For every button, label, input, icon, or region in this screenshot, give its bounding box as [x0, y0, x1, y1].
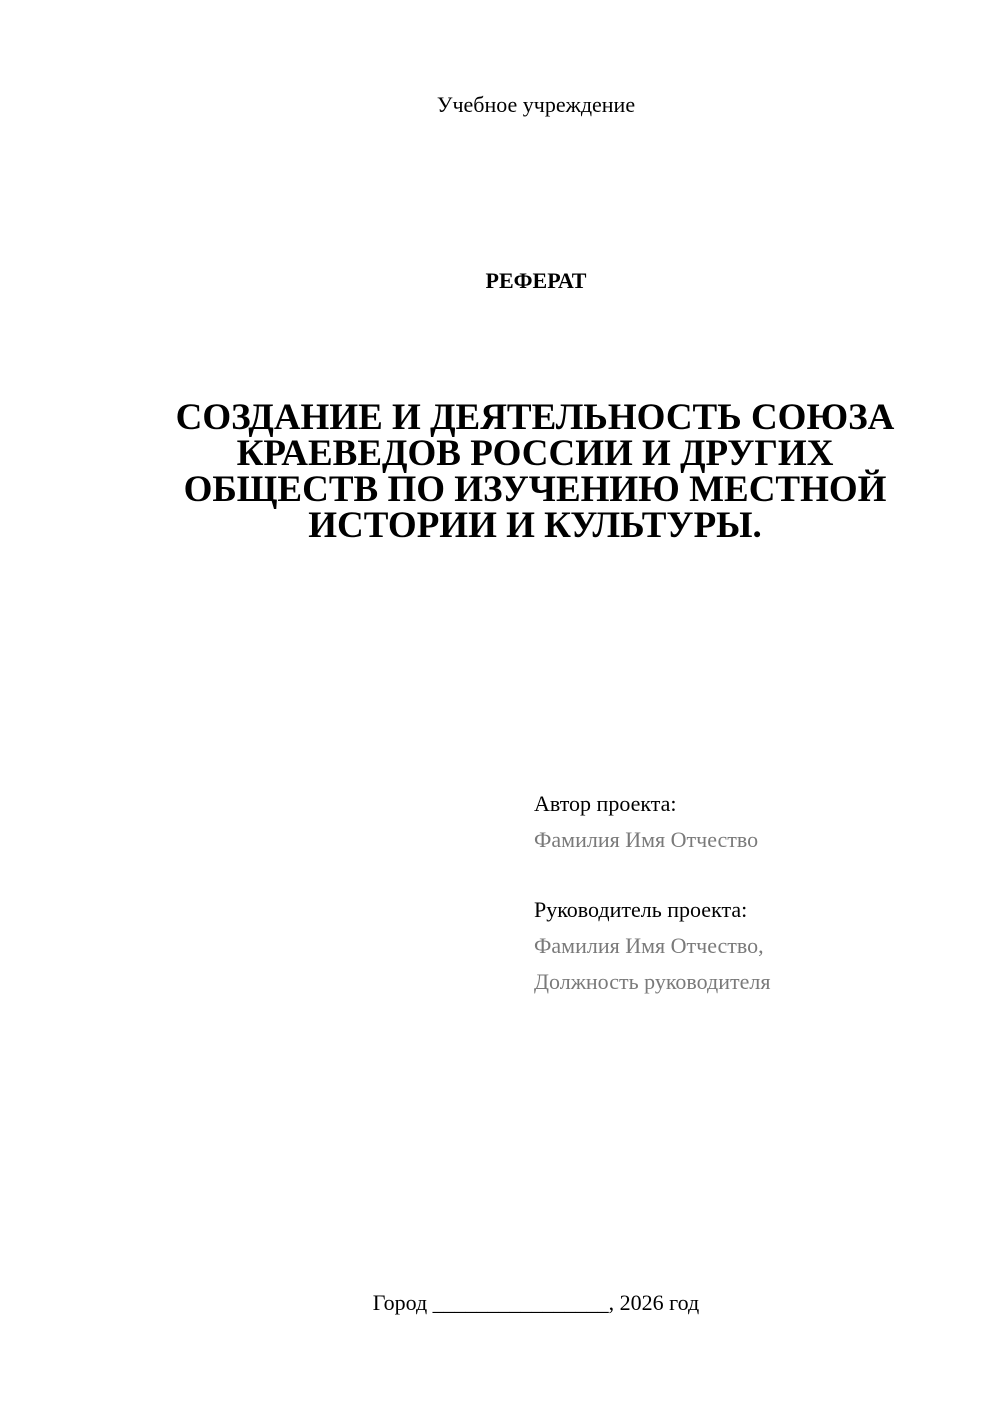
- supervisor-name: Фамилия Имя Отчество,: [534, 933, 764, 958]
- institution-name: Учебное учреждение: [436, 92, 636, 117]
- author-label: Автор проекта:: [534, 791, 677, 816]
- author-name: Фамилия Имя Отчество: [534, 827, 759, 852]
- document-type: РЕФЕРАТ: [485, 268, 587, 293]
- supervisor-block: [534, 892, 770, 1000]
- author-block: [534, 786, 758, 858]
- city-year-line: Город ________________, 2026 год: [372, 1290, 700, 1315]
- supervisor-position: Должность руководителя: [534, 969, 771, 994]
- document-title: [160, 397, 910, 546]
- title-line: ИСТОРИИ И КУЛЬТУРЫ.: [308, 505, 762, 546]
- title-line: КРАЕВЕДОВ РОССИИ И ДРУГИХ: [236, 433, 834, 474]
- title-line: СОЗДАНИЕ И ДЕЯТЕЛЬНОСТЬ СОЮЗА: [175, 397, 895, 438]
- title-line: ОБЩЕСТВ ПО ИЗУЧЕНИЮ МЕСТНОЙ: [183, 469, 887, 510]
- supervisor-label: Руководитель проекта:: [534, 897, 748, 922]
